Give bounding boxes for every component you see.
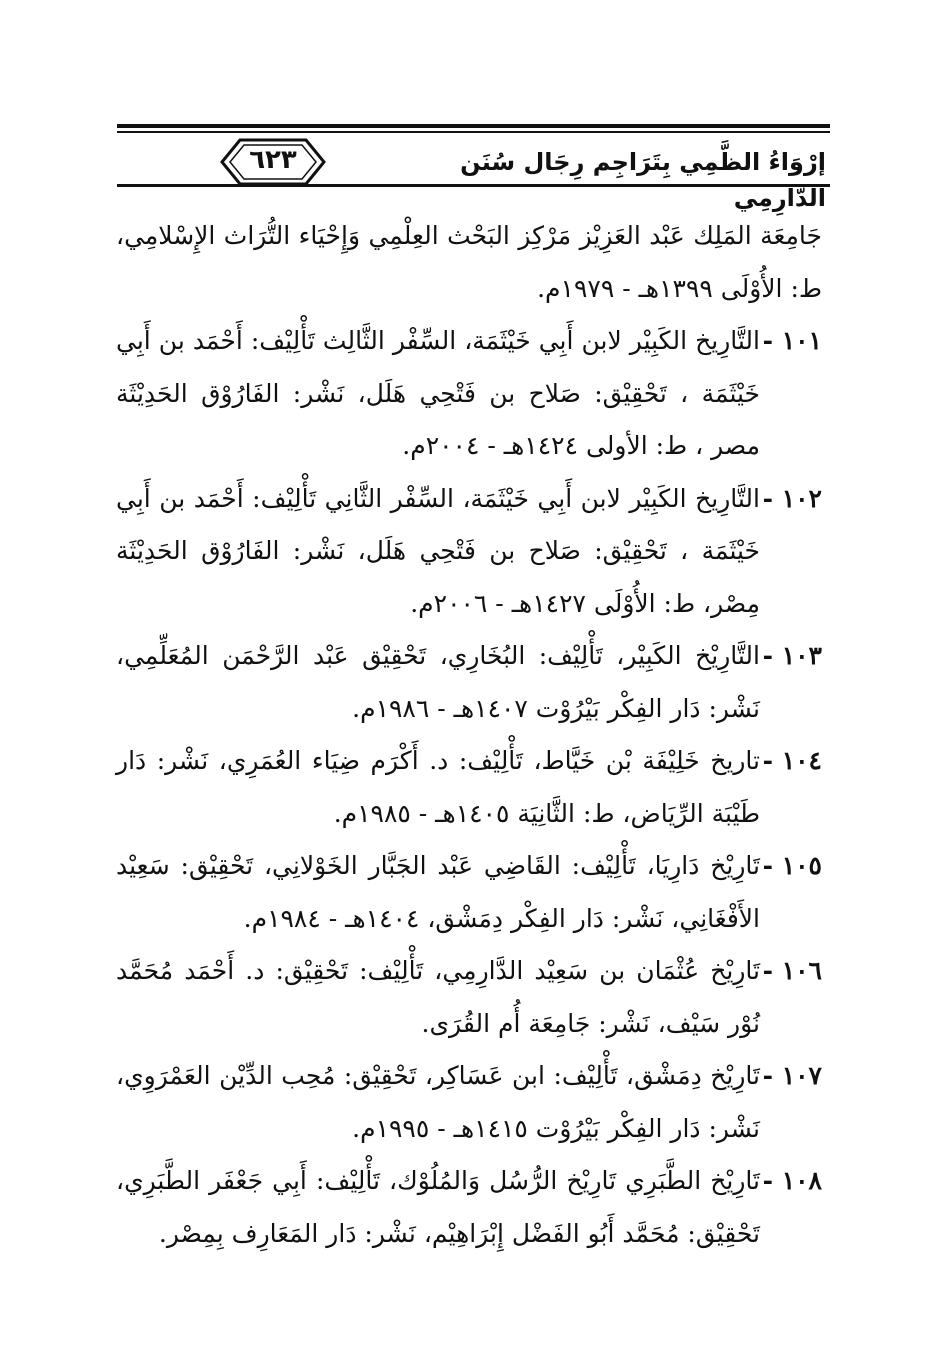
entry-text: التَّارِيْخ الكَبِيْر، تَأْلِيْف: البُخَارِي، تَحْقِيْق عَبْد الرَّحْمَن المُعَلِّمِي، نَشْر: دَار الفِكْر بَيْرُوْت ١٤٠٧هـ - ١٩٨٦م.: [116, 641, 760, 723]
bibliography-list: [116, 210, 822, 1260]
entry-number: ١٠٣ -: [762, 641, 822, 670]
list-item-105: [116, 840, 822, 945]
running-title: إرْوَاءُ الظَّمِي بِتَرَاجِم رِجَال سُنَن الدَّارِمِي: [460, 148, 826, 212]
header-rule-top: [117, 124, 830, 128]
list-item-101: [116, 315, 822, 473]
header-rule-top-thin: [117, 131, 830, 133]
entry-number: ١٠٤ -: [762, 746, 822, 775]
entry-number: ١٠١ -: [762, 326, 822, 355]
entry-number: ١٠٢ -: [762, 483, 822, 513]
entry-text: تَارِيْخ دِمَشْق، تَأْلِيْف: ابن عَسَاكِر، تَحْقِيْق: مُحِب الدِّيْن العَمْرَوِي، نَشْر: دَار الفِكْر بَيْرُوْت ١٤١٥هـ - ١٩٩٥م.: [116, 1061, 760, 1143]
list-item-103: [116, 630, 822, 735]
page-number: ٦٢٣: [249, 145, 297, 175]
list-item-102: [116, 473, 822, 631]
continuation-paragraph: جَامِعَة المَلِك عَبْد العَزِيْز مَرْكِز البَحْث العِلْمِي وَإِحْيَاء التُّرَاث الإِسْلامِي، ط: الأُوْلَى ١٣٩٩هـ - ١٩٧٩م.: [116, 221, 822, 303]
list-item-108: [116, 1155, 822, 1260]
entry-text: تَارِيْخ عُثْمَان بن سَعِيْد الدَّارِمِي، تَأْلِيْف: تَحْقِيْق: د. أَحْمَد مُحَمَّد نُوْر سَيْف، نَشْر: جَامِعَة أُم القُرَى.: [116, 956, 760, 1038]
entry-text: تَارِيْخ الطَّبَرِي تَارِيْخ الرُّسُل وَالمُلُوْك، تَأْلِيْف: أَبِي جَعْفَر الطَّبَرِي، تَحْقِيْق: مُحَمَّد أَبُو الفَضْل إِبْرَاهِيْم، نَشْر: دَار المَعَارِف بِمِصْر.: [116, 1166, 760, 1248]
entry-number: ١٠٦ -: [762, 956, 822, 985]
entry-text: تَارِيْخ دَارِيَا، تَأْلِيْف: القَاضِي عَبْد الجَبَّار الخَوْلانِي، تَحْقِيْق: سَعِيْد الأَفْغَانِي، نَشْر: دَار الفِكْر دِمَشْق، ١٤٠٤هـ - ١٩٨٤م.: [116, 851, 760, 933]
entry-number: ١٠٨ -: [762, 1166, 822, 1195]
entry-text: التَّارِيخ الكَبِيْر لابن أَبِي خَيْثَمَة، السِّفْر الثَّالِث تَأْلِيْف: أَحْمَد بن أَبِي خَيْثَمَة ، تَحْقِيْق: صَلاح بن فَتْحِي هَلَل، نَشْر: الفَارُوْق الحَدِيْثَة مصر ، ط: الأولى ١٤٢٤هـ - ٢٠٠٤م.: [116, 326, 760, 460]
entry-number: ١٠٥ -: [762, 851, 822, 880]
list-item-104: [116, 735, 822, 840]
entry-number: ١٠٧ -: [762, 1061, 822, 1090]
list-item-106: [116, 945, 822, 1050]
page-header: [0, 0, 944, 212]
entry-text: التَّارِيخ الكَبِيْر لابن أَبِي خَيْثَمَة، السِّفْر الثَّانِي تَأْلِيْف: أَحْمَد بن أَبِي خَيْثَمَة ، تَحْقِيْق: صَلاح بن فَتْحِي هَلَل، نَشْر: الفَارُوْق الحَدِيْثَة مِصْر، ط: الأُوْلَى ١٤٢٧هـ - ٢٠٠٦م.: [116, 483, 760, 618]
list-item-107: [116, 1050, 822, 1155]
entry-text: تاريخ خَلِيْفَة بْن خَيَّاط، تَأْلِيْف: د. أَكْرَم ضِيَاء العُمَرِي، نَشْر: دَار طَيْبَة الرِّيَاض، ط: الثَّانِيَة ١٤٠٥هـ - ١٩٨٥م.: [116, 746, 760, 828]
